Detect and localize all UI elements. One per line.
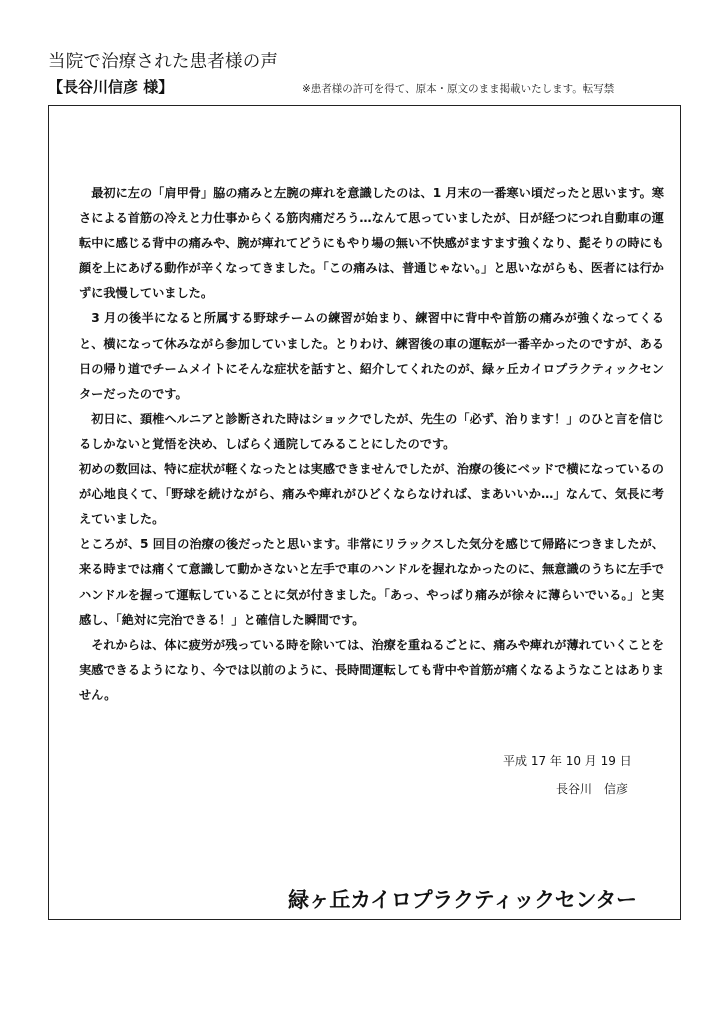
- letter-body: [79, 181, 664, 708]
- letter-signature: 長谷川 信彦: [556, 782, 629, 796]
- patient-name-heading: 【長谷川信彦 様】: [48, 78, 174, 96]
- letter-paragraph: 初日に、頚椎ヘルニアと診断された時はショックでしたが、先生の「必ず、治ります！」のひと言を信じるしかないと覚悟を決め、しばらく通院してみることにしたのです。: [79, 411, 664, 451]
- letter-paragraph: 3 月の後半になると所属する野球チームの練習が始まり、練習中に背中や首筋の痛みが強くなってくると、横になって休みながら参加していました。とりわけ、練習後の車の運転が一番辛かったのですが、ある日の帰り道でチームメイトにそんな症状を話すと、紹介してくれたのが、緑ヶ丘カイロプラクティックセンターだったのです。: [79, 311, 664, 401]
- letter-paragraph: 最初に左の「肩甲骨」脇の痛みと左腕の痺れを意識したのは、1 月末の一番寒い頃だったと思います。寒さによる首筋の冷えと力仕事からくる筋肉痛だろう…なんて思っていましたが、日が経つにつれ自動車の運転中に感じる背中の痛みや、腕が痺れてどうにもやり場の無い不快感がますます強くなり、髭そりの時にも顔を上にあげる動作が辛くなってきました。「この痛みは、普通じゃない。」と思いながらも、医者には行かずに我慢していました。: [79, 186, 664, 301]
- page-title: 当院で治療された患者様の声: [48, 52, 279, 72]
- letter-paragraph: それからは、体に疲労が残っている時を除いては、治療を重ねるごとに、痛みや痺れが薄れていくことを実感できるようになり、今では以前のように、長時間運転しても背中や首筋が痛くなるようなことはありません。: [79, 637, 664, 702]
- letter-paragraph: 初めの数回は、特に症状が軽くなったとは実感できませんでしたが、治療の後にベッドで横になっているのが心地良くて、「野球を続けながら、痛みや痺れがひどくならなければ、まあいいか…」なんて、気長に考えていました。: [79, 462, 664, 527]
- clinic-name: 緑ヶ丘カイロプラクティックセンター: [288, 888, 637, 912]
- letter-paragraph: ところが、5 回目の治療の後だったと思います。非常にリラックスした気分を感じて帰路につきましたが、来る時までは痛くて意識して動かさないと左手で車のハンドルを握れなかったのに、無意識のうちに左手でハンドルを握って運転していることに気が付きました。「あっ、やっぱり痛みが徐々に薄らいでいる。」と実感し、「絶対に完治できる！」と確信した瞬間です。: [79, 537, 664, 627]
- reprint-notice: ※患者様の許可を得て、原本・原文のまま掲載いたします。転写禁: [302, 83, 615, 95]
- letter-date: 平成 17 年 10 月 19 日: [503, 754, 632, 768]
